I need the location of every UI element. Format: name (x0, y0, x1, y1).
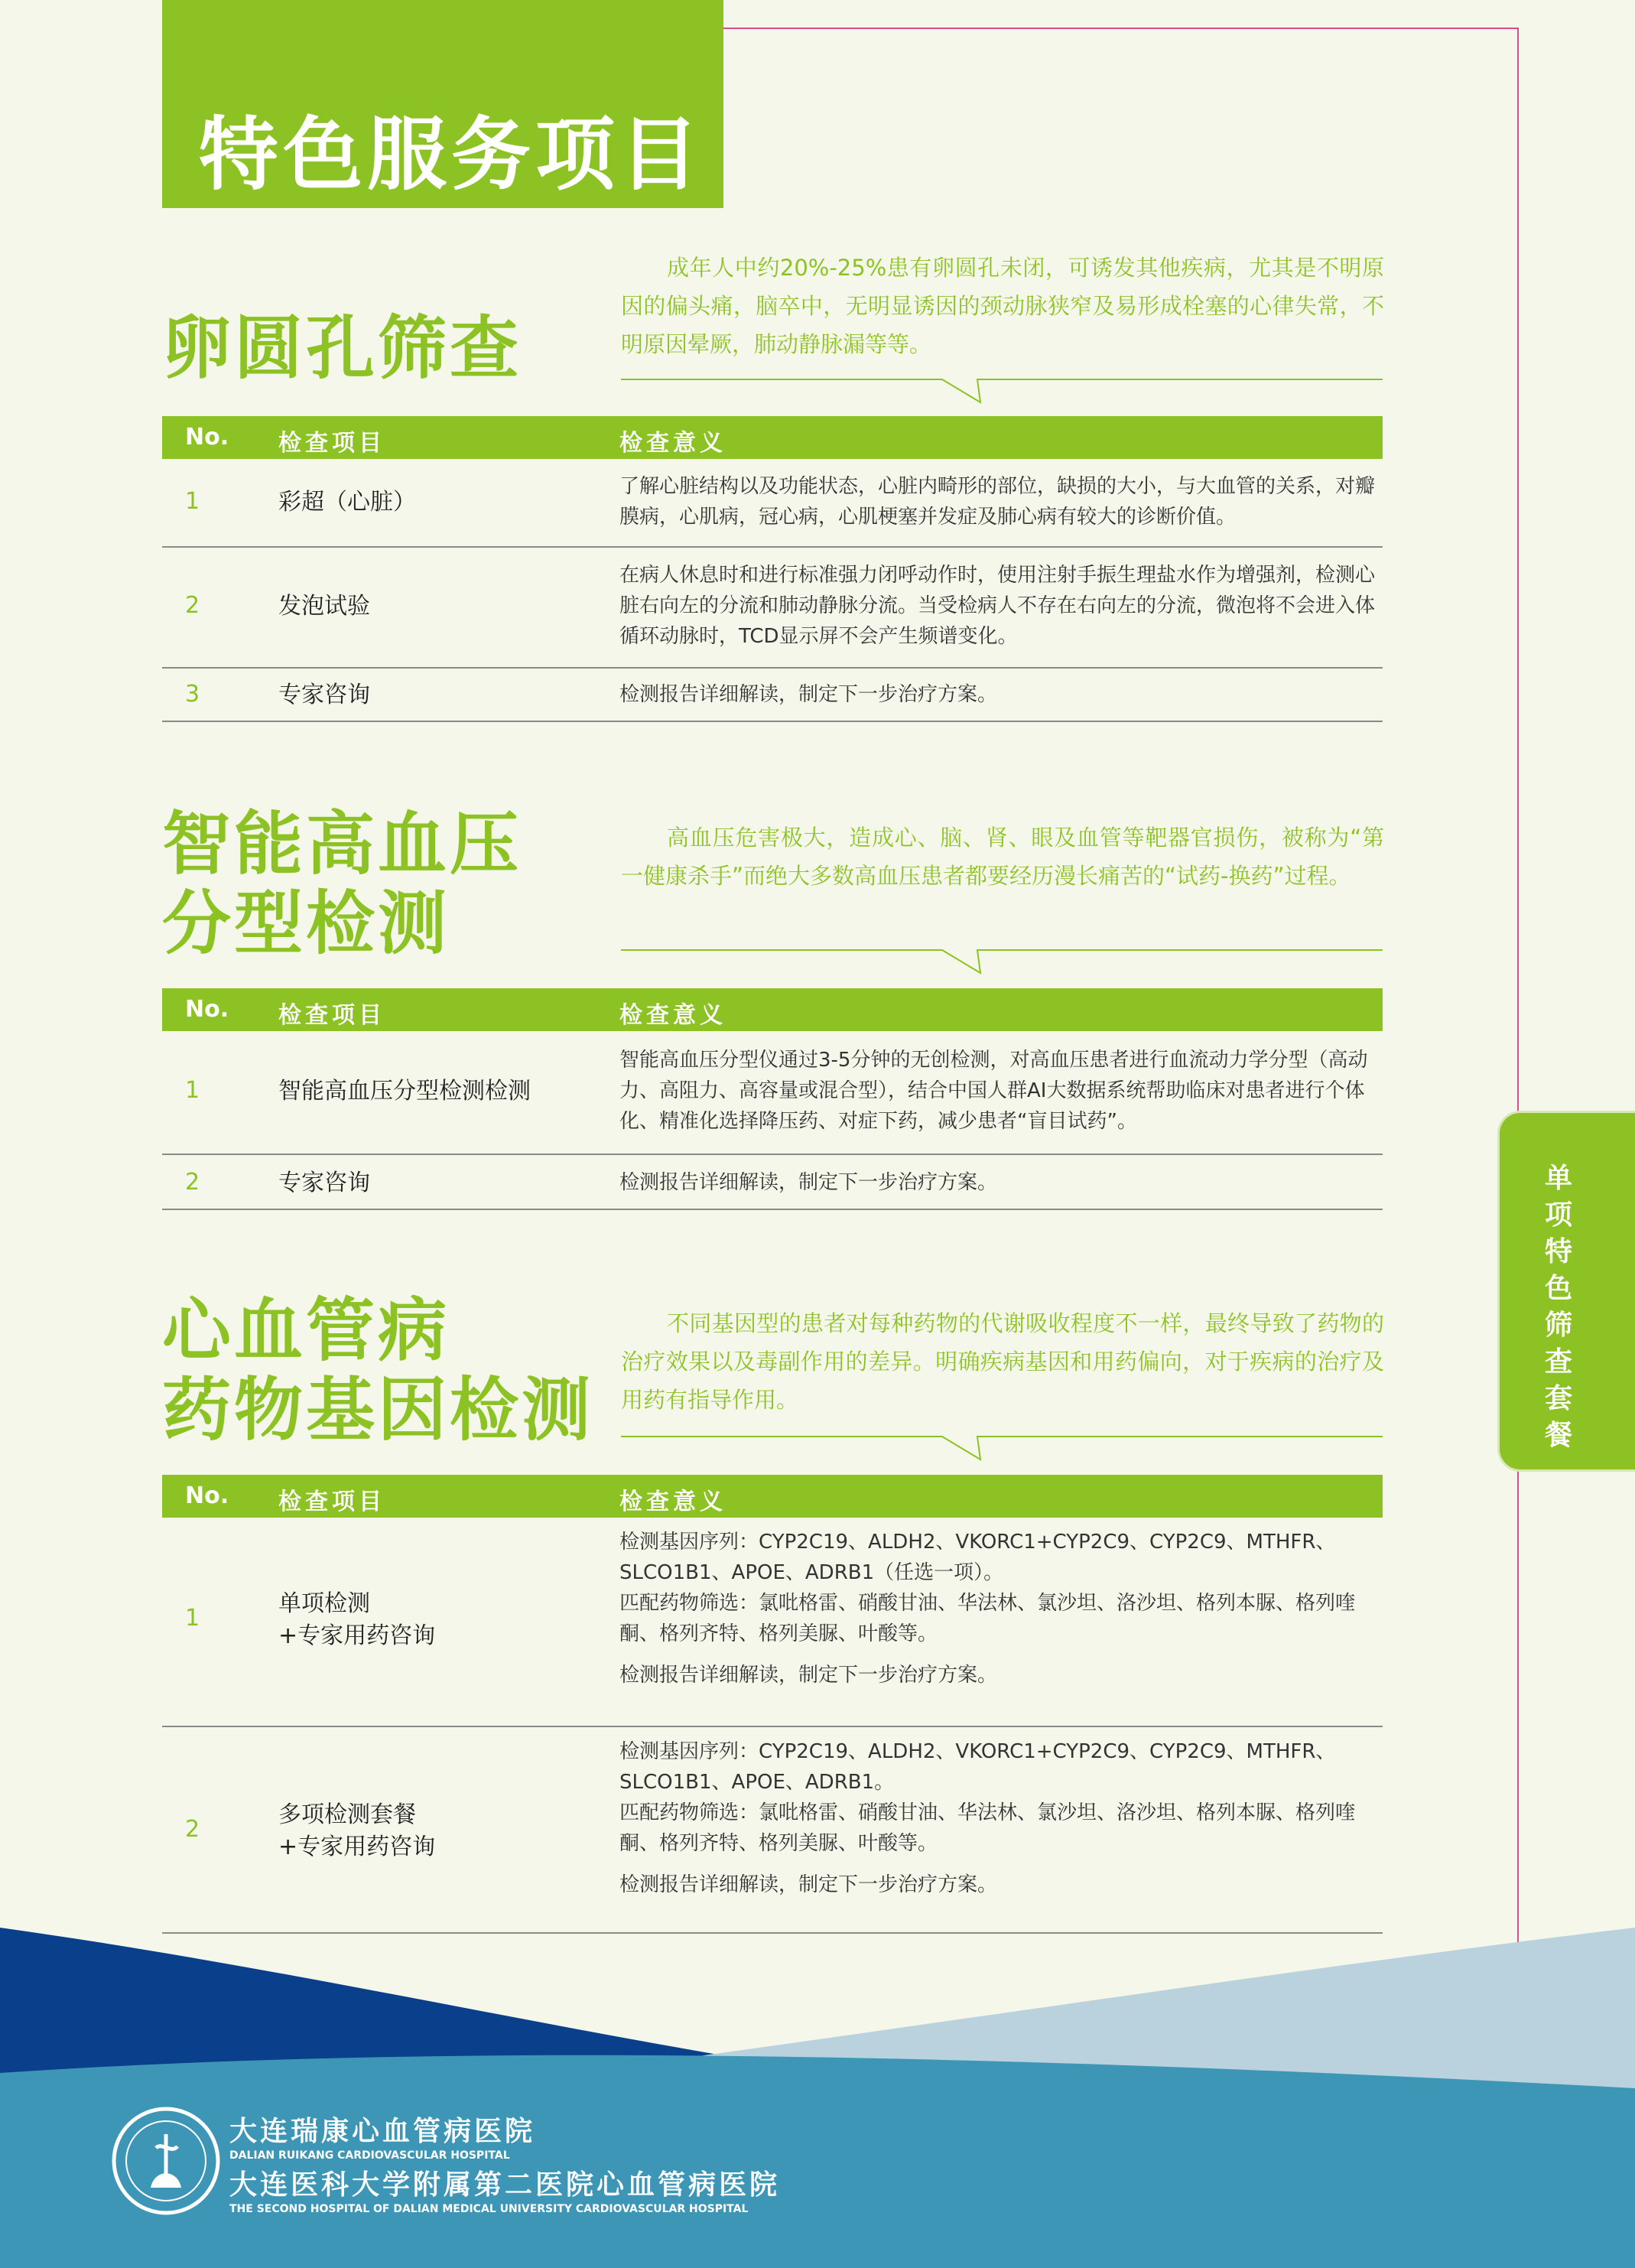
speech-bubble-divider (621, 945, 1383, 976)
section-3-title (162, 1291, 593, 1450)
section-1-table (162, 416, 1383, 722)
meaning-genes: 检测基因序列：CYP2C19、ALDH2、VKORC1+CYP2C9、CYP2C9、MTHFR、SLCO1B1、APOE、ADRB1（任选一项）。 (619, 1531, 1336, 1584)
page-title-block (162, 0, 723, 208)
meaning-drugs: 匹配药物筛选：氯吡格雷、硝酸甘油、华法林、氯沙坦、洛沙坦、格列本脲、格列喹酮、格列齐特、格列美脲、叶酸等。 (619, 1801, 1356, 1855)
header-meaning: 检查意义 (619, 1489, 726, 1515)
hospital-name-en-2: THE SECOND HOSPITAL OF DALIAN MEDICAL UNIVERSITY CARDIOVASCULAR HOSPITAL (229, 2203, 749, 2215)
table-row (162, 669, 1383, 722)
hospital-name-cn-1: 大连瑞康心血管病医院 (229, 2116, 536, 2147)
row-meaning: 在病人休息时和进行标准强力闭呼动作时，使用注射手振生理盐水作为增强剂，检测心脏右向左的分流和肺动静脉分流。当受检病人不存在右向左的分流，微泡将不会进入体循环动脉时，TCD显示屏不会产生频谱变化。 (619, 564, 1376, 648)
table-row (162, 548, 1383, 669)
meaning-drugs: 匹配药物筛选：氯吡格雷、硝酸甘油、华法林、氯沙坦、洛沙坦、格列本脲、格列喹酮、格列齐特、格列美脲、叶酸等。 (619, 1592, 1356, 1645)
section-title-line: 药物基因检测 (162, 1370, 593, 1450)
meaning-report: 检测报告详细解读，制定下一步治疗方案。 (619, 1873, 998, 1896)
row-no: 1 (185, 1605, 200, 1632)
table-row (162, 1031, 1383, 1155)
side-tab (1497, 1111, 1635, 1472)
header-no: No. (185, 1482, 229, 1509)
row-item: 单项检测 +专家用药咨询 (278, 1590, 436, 1649)
speech-bubble-divider (621, 1432, 1383, 1463)
row-no: 2 (185, 1169, 200, 1196)
meaning-genes: 检测基因序列：CYP2C19、ALDH2、VKORC1+CYP2C9、CYP2C9、MTHFR、SLCO1B1、APOE、ADRB1。 (619, 1740, 1336, 1794)
meaning-report: 检测报告详细解读，制定下一步治疗方案。 (619, 1664, 998, 1687)
row-item: 智能高血压分型检测检测 (278, 1078, 531, 1105)
header-item: 检查项目 (278, 1002, 385, 1029)
section-title-line: 分型检测 (162, 883, 450, 964)
row-item: 专家咨询 (278, 682, 370, 708)
section-3-table (162, 1475, 1383, 1934)
row-meaning (619, 1527, 1384, 1690)
row-item: 专家咨询 (278, 1170, 370, 1196)
table-row (162, 1155, 1383, 1210)
header-meaning: 检查意义 (619, 430, 726, 457)
section-2-title (162, 805, 522, 964)
section-1-title (162, 309, 522, 389)
hospital-logo (109, 2104, 223, 2218)
section-1-intro: 成年人中约20%-25%患有卵圆孔未闭，可诱发其他疾病，尤其是不明原因的偏头痛，脑卒中，无明显诱因的颈动脉狭窄及易形成栓塞的心律失常，不明原因晕厥，肺动静脉漏等等。 (621, 255, 1384, 357)
table-row (162, 459, 1383, 548)
trim-line-top (722, 28, 1519, 29)
hospital-name-cn-2: 大连医科大学附属第二医院心血管病医院 (229, 2169, 781, 2201)
row-no: 2 (185, 592, 200, 619)
row-meaning: 了解心脏结构以及功能状态，心脏内畸形的部位，缺损的大小，与大血管的关系，对瓣膜病，心肌病，冠心病，心肌梗塞并发症及肺心病有较大的诊断价值。 (619, 475, 1376, 529)
header-no: No. (185, 424, 229, 451)
row-item: 彩超（心脏） (278, 489, 416, 516)
row-no: 1 (185, 488, 200, 515)
row-meaning: 检测报告详细解读，制定下一步治疗方案。 (619, 1171, 998, 1194)
row-no: 1 (185, 1077, 200, 1104)
section-title-line: 心血管病 (162, 1290, 450, 1371)
row-meaning: 智能高血压分型仪通过3-5分钟的无创检测，对高血压患者进行血流动力学分型（高动力、高阻力、高容量或混合型），结合中国人群AI大数据系统帮助临床对患者进行个体化、精准化选择降压药、对症下药，减少患者“盲目试药”。 (619, 1049, 1368, 1133)
row-item: 多项检测套餐 +专家用药咨询 (278, 1801, 436, 1860)
table-header (162, 416, 1383, 459)
row-meaning (619, 1736, 1384, 1900)
page-title: 特色服务项目 (199, 108, 704, 201)
hospital-name-en-1: DALIAN RUIKANG CARDIOVASCULAR HOSPITAL (229, 2149, 510, 2162)
side-tab-label: 单项特色筛查套餐 (1544, 1163, 1572, 1451)
table-header (162, 988, 1383, 1031)
header-no: No. (185, 996, 229, 1023)
row-meaning: 检测报告详细解读，制定下一步治疗方案。 (619, 683, 998, 706)
table-header (162, 1475, 1383, 1518)
section-2-intro: 高血压危害极大，造成心、脑、肾、眼及血管等靶器官损伤，被称为“第一健康杀手”而绝大多数高血压患者都要经历漫长痛苦的“试药-换药”过程。 (621, 825, 1384, 889)
section-2-table (162, 988, 1383, 1210)
section-3-intro: 不同基因型的患者对每种药物的代谢吸收程度不一样，最终导致了药物的治疗效果以及毒副作用的差异。明确疾病基因和用药偏向，对于疾病的治疗及用药有指导作用。 (621, 1310, 1384, 1413)
table-row (162, 1518, 1383, 1727)
header-item: 检查项目 (278, 1489, 385, 1515)
section-title-line: 智能高血压 (162, 804, 522, 884)
header-item: 检查项目 (278, 430, 385, 457)
row-item: 发泡试验 (278, 593, 370, 620)
header-meaning: 检查意义 (619, 1002, 726, 1029)
row-no: 3 (185, 681, 200, 708)
row-no: 2 (185, 1816, 200, 1843)
speech-bubble-divider (621, 375, 1383, 405)
section-title-line: 卵圆孔筛查 (162, 308, 522, 389)
